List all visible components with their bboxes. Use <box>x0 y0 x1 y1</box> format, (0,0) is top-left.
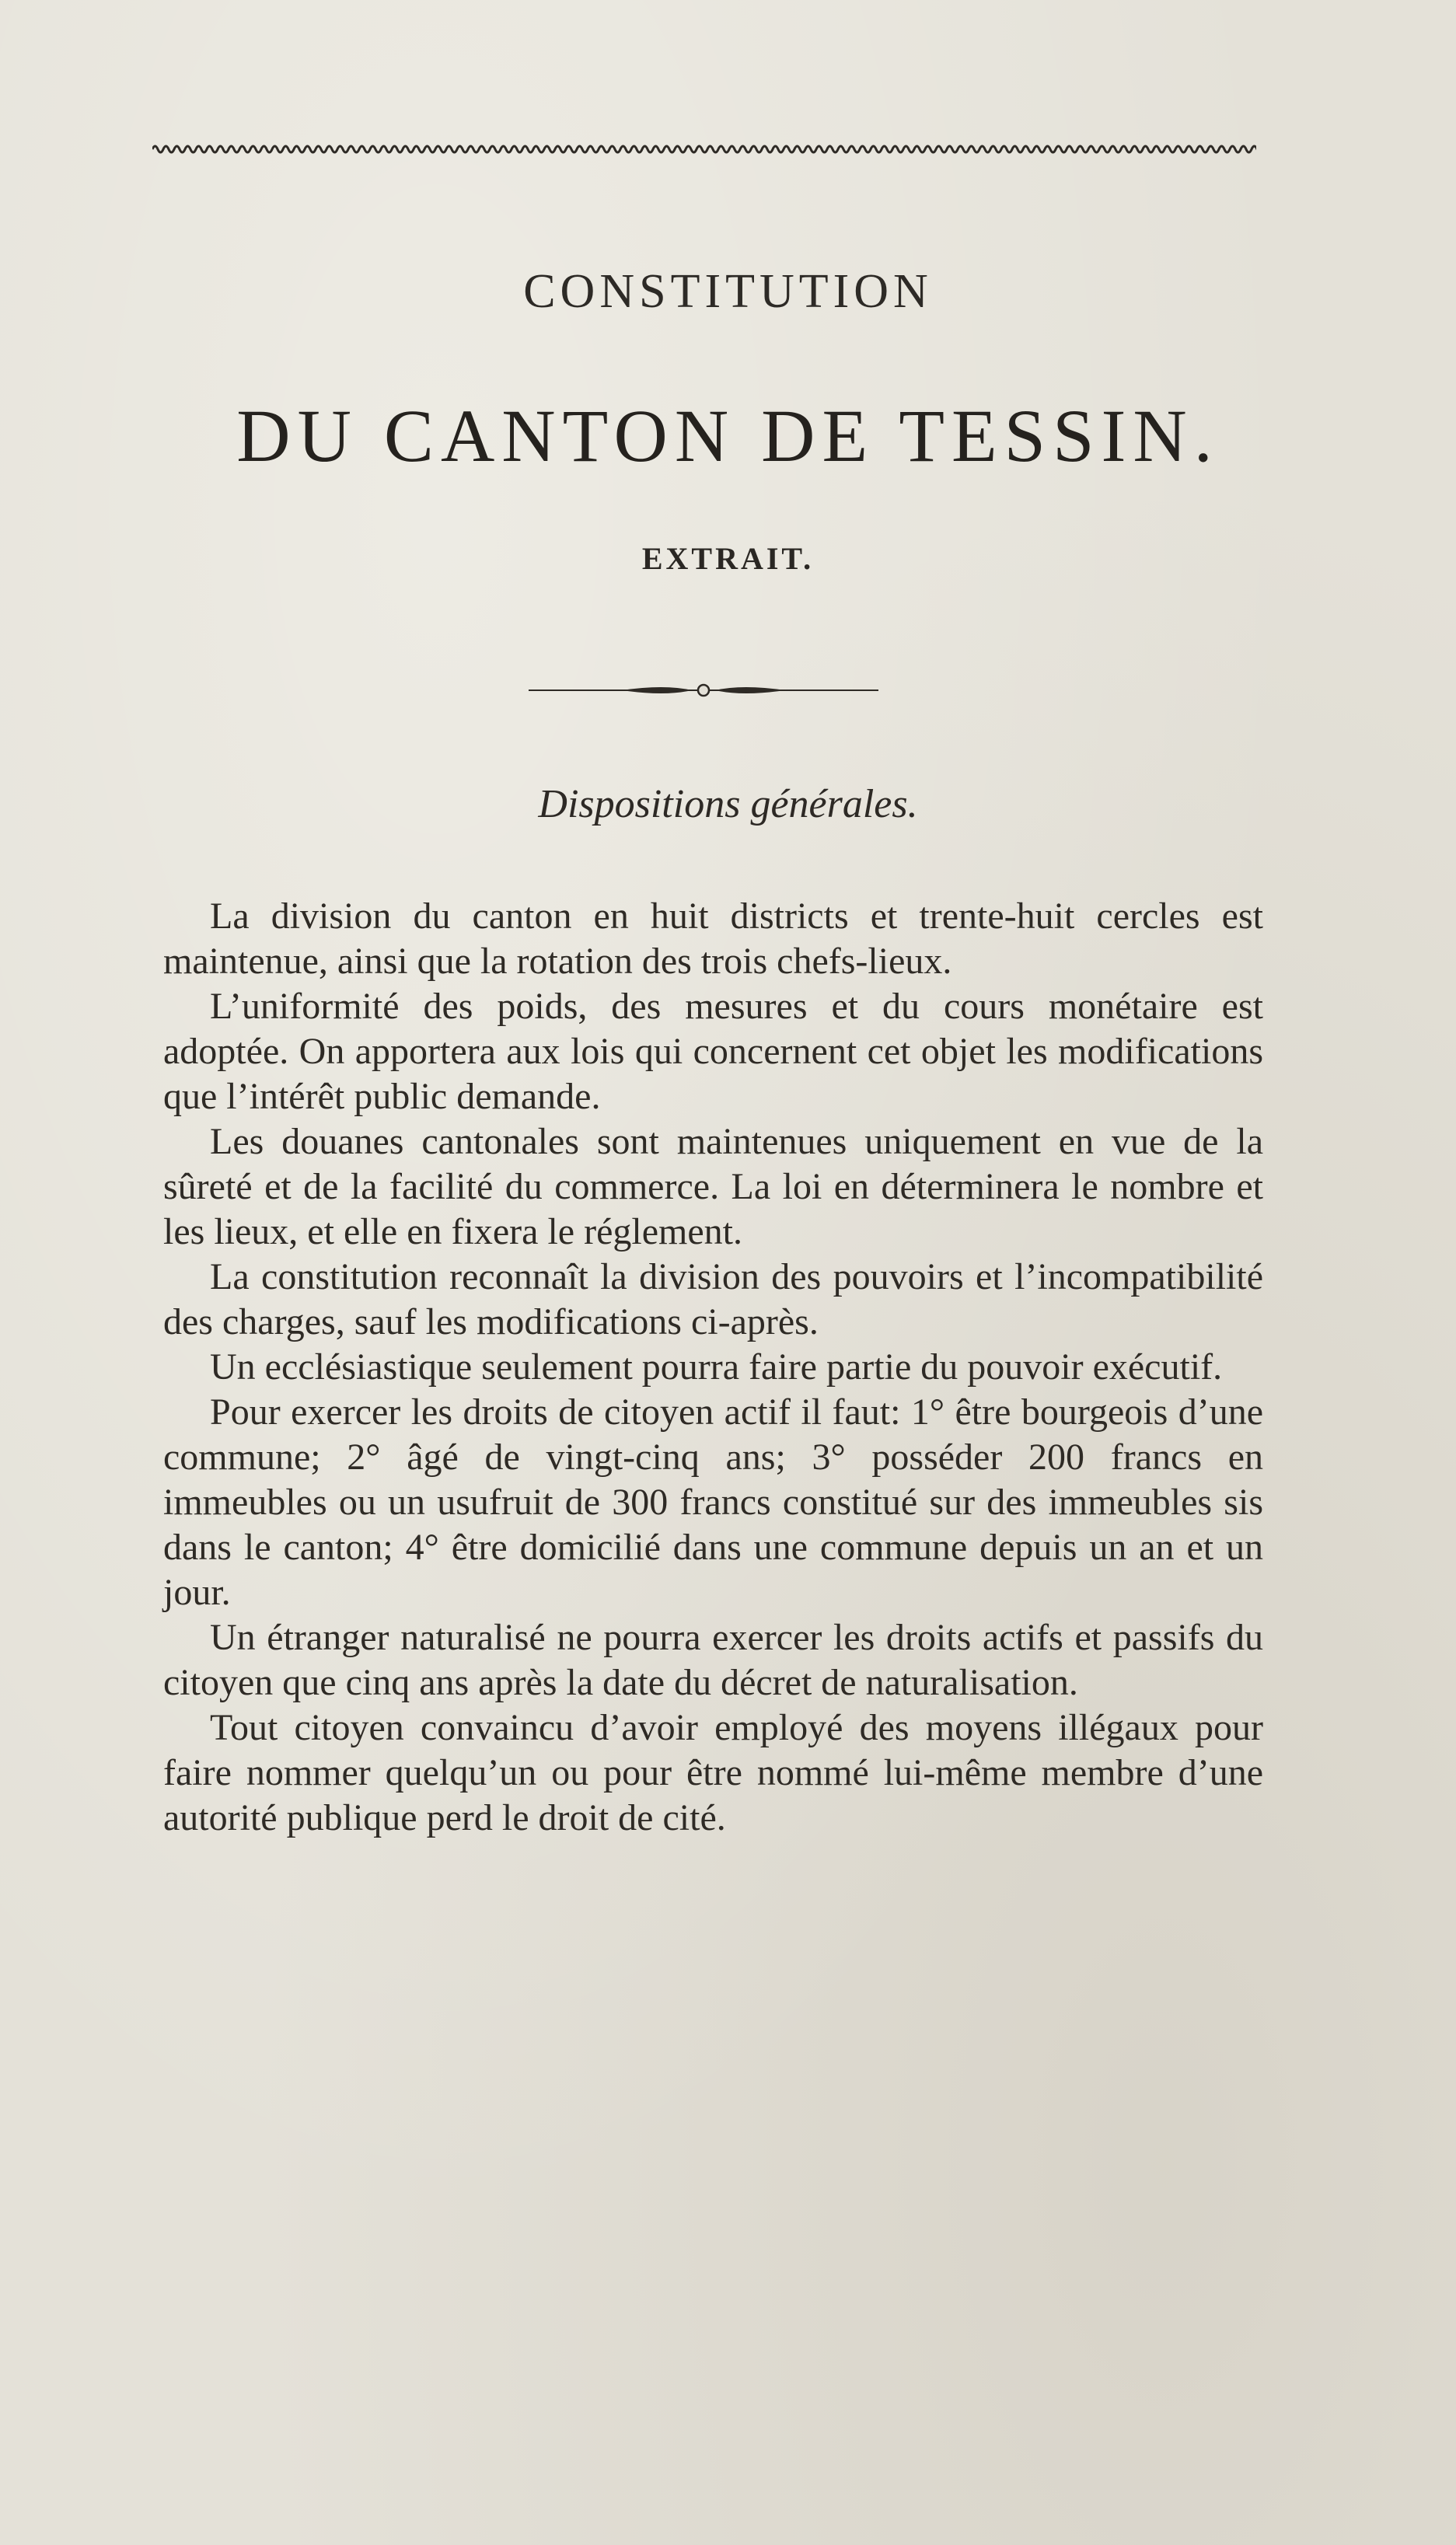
top-ornamental-rule <box>152 140 1256 159</box>
paragraph: Pour exercer les droits de citoyen actif il faut: 1° être bourgeois d’une commune; 2° âgé de vingt-cinq ans; 3° posséder 200 francs en immeubles ou un usufruit de 300 francs constitué sur des immeubles sis dans le canton; 4° être domicilié dans une commune depuis un an et un jour. <box>163 1391 1263 1613</box>
paragraph: La division du canton en huit districts et trente-huit cercles est maintenue, ainsi que la rotation des trois chefs-lieux. <box>163 895 1263 982</box>
section-heading: Dispositions générales. <box>538 782 918 826</box>
divider-ornament <box>529 681 878 700</box>
paragraph: L’uniformité des poids, des mesures et du cours monétaire est adoptée. On apportera aux lois qui concernent cet objet les modifications que l’intérêt public demande. <box>163 986 1263 1117</box>
paragraph: Tout citoyen convaincu d’avoir employé des moyens illégaux pour faire nommer quelqu’un ou pour être nommé lui-même membre d’une autorité publique perd le droit de cité. <box>163 1707 1263 1838</box>
paragraph: Un ecclésiastique seulement pourra faire partie du pouvoir exécutif. <box>210 1346 1223 1388</box>
paragraph: Les douanes cantonales sont maintenues uniquement en vue de la sûreté et de la facilité du commerce. La loi en déterminera le nombre et les lieux, et elle en fixera le réglement. <box>163 1121 1263 1252</box>
body-text <box>163 894 1263 1841</box>
paragraph: Un étranger naturalisé ne pourra exercer les droits actifs et passifs du citoyen que cinq ans après la date du décret de naturalisation. <box>163 1617 1263 1703</box>
paragraph: La constitution reconnaît la division des pouvoirs et l’incompatibilité des charges, sauf les modifications ci-après. <box>163 1256 1263 1342</box>
title-line-2: DU CANTON DE TESSIN. <box>236 394 1220 477</box>
title-line-1: CONSTITUTION <box>523 265 933 318</box>
subtitle-extrait: EXTRAIT. <box>641 541 815 576</box>
